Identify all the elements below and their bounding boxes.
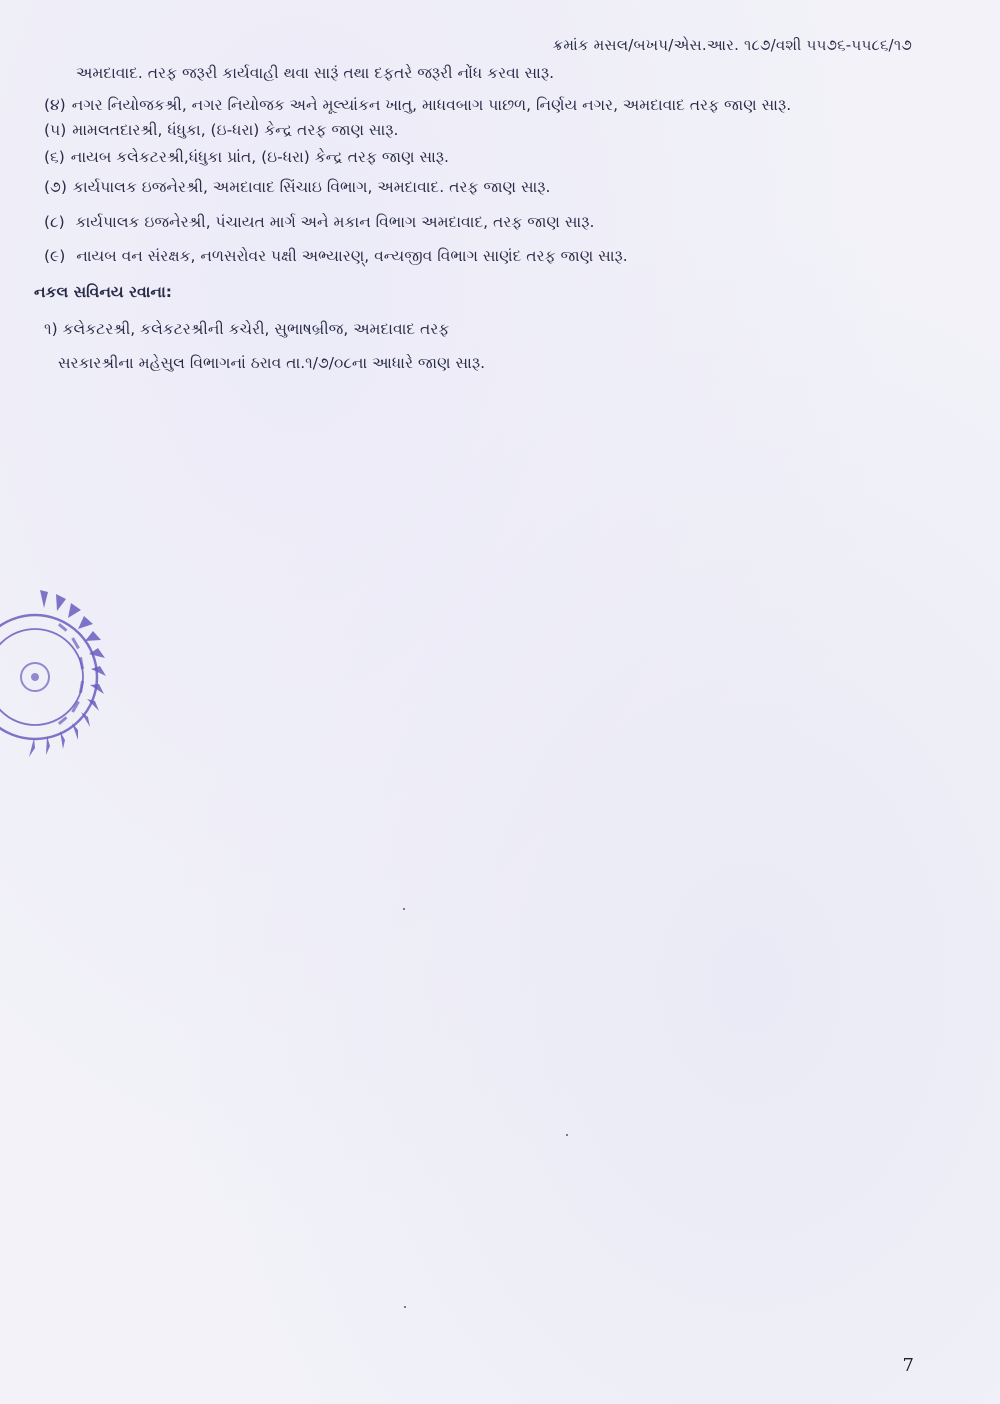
copy-heading: નકલ સવિનય રવાના: [34,283,172,301]
continuation-line: અમદાવાદ. તરફ જરૂરી કાર્યવાહી થવા સારૂં તથા દફતરે જરૂરી નોંધ કરવા સારૂ. [76,64,554,82]
reference-number: ક્રમાંક મસલ/બખપ/એસ.આર. ૧૮૭/વશી ૫૫૭૬-૫૫૮૬/૧૭ [552,36,912,54]
item-text: નાયબ વન સંરક્ષક, નળસરોવર પક્ષી અભ્યારણ્, વન્યજીવ વિભાગ સાણંદ તરફ જાણ સારૂ. [71,247,628,265]
item-number: (૮) [44,213,65,231]
list-item [44,178,551,197]
item-text: નાયબ કલેકટરશ્રી,ધંધુકા પ્રાંત, (ઇ-ધરા) કેન્દ્ર તરફ જાણ સારૂ. [70,148,449,166]
official-seal [0,582,130,772]
page-number: 7 [902,1355,914,1376]
item-number: (૬) [44,148,65,166]
paper-speck [403,908,405,910]
item-text: નગર નિયોજકશ્રી, નગર નિયોજક અને મૂલ્યાંકન ખાતુ, માધવબાગ પાછળ, નિર્ણય નગર, અમદાવાદ તરફ જાણ સારૂ. [71,96,792,114]
list-item [44,213,594,232]
item-number: (૪) [44,96,66,114]
item-number: (૫) [44,121,67,139]
list-item [44,96,791,115]
list-item [44,121,398,140]
item-text: કાર્યપાલક ઇજનેરશ્રી, અમદાવાદ સિંચાઇ વિભાગ, અમદાવાદ. તરફ જાણ સારૂ. [72,178,551,196]
item-text: મામલતદારશ્રી, ધંધુકા, (ઇ-ધરા) કેન્દ્ર તરફ જાણ સારૂ. [72,121,399,139]
copy-item: ૧) કલેકટરશ્રી, કલેકટરશ્રીની કચેરી, સુભાષબ્રીજ, અમદાવાદ તરફ [44,320,450,338]
list-item [44,148,449,167]
item-number: (૯) [44,247,66,265]
list-item [44,247,628,266]
copy-item-continuation: સરકારશ્રીના મહેસુલ વિભાગનાં ઠરાવ તા.૧/૭/૦૮ના આધારે જાણ સારૂ. [58,354,486,372]
paper-speck [566,1134,568,1136]
paper-speck [404,1306,406,1308]
item-text: કાર્યપાલક ઇજનેરશ્રી, પંચાયત માર્ગ અને મકાન વિભાગ અમદાવાદ, તરફ જાણ સારૂ. [70,213,595,231]
item-number: (૭) [44,178,67,196]
